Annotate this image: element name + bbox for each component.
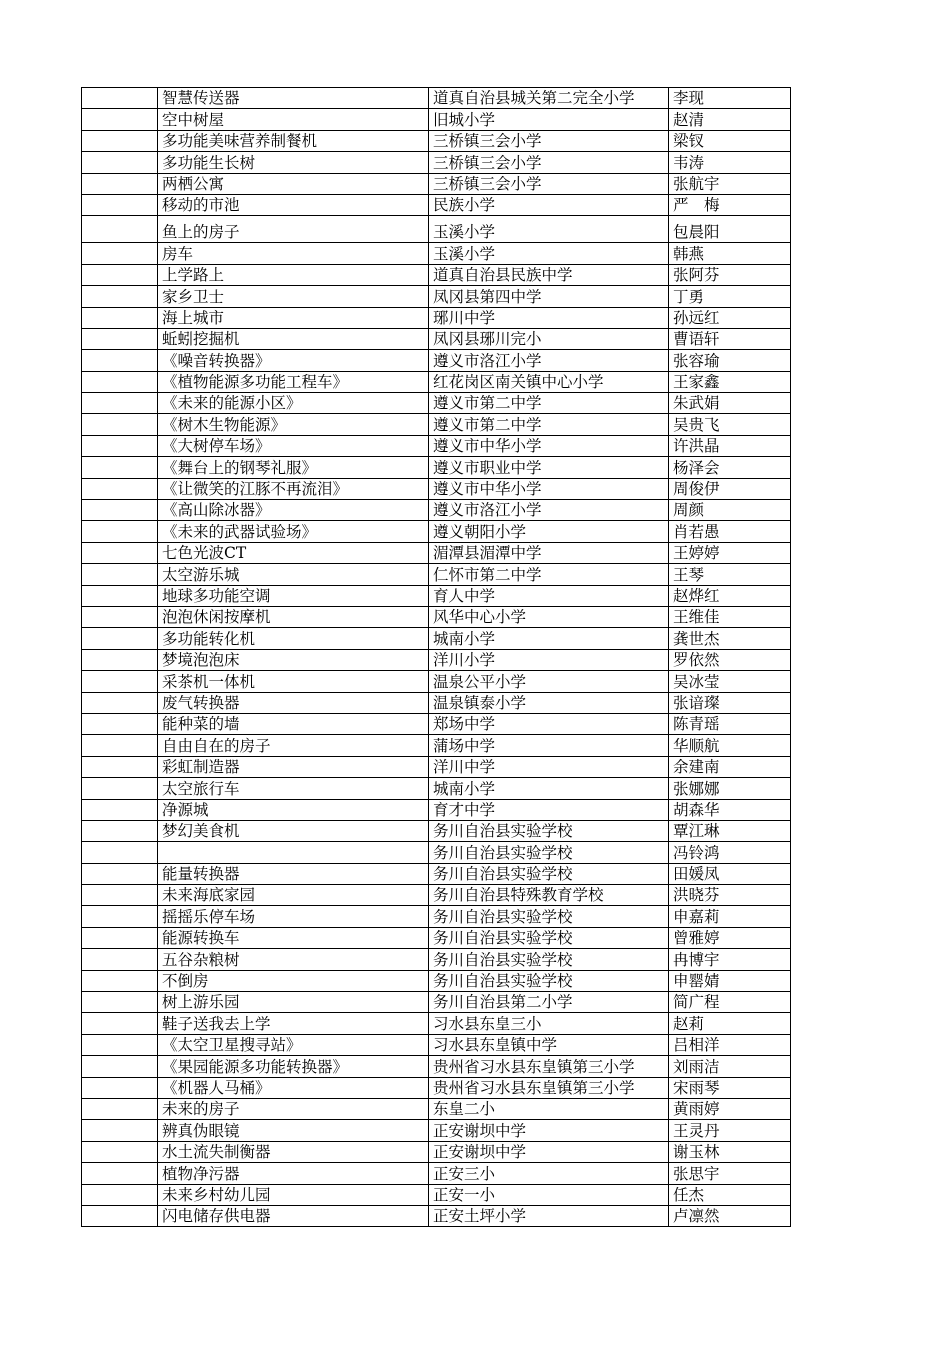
- author-name-cell: 黄雨婷: [669, 1098, 791, 1119]
- school-name-cell: 仁怀市第二中学: [429, 564, 669, 585]
- row-index-cell: [82, 264, 158, 285]
- author-name-cell: 余建南: [669, 756, 791, 777]
- school-name-cell: 习水县东皇三小: [429, 1013, 669, 1034]
- work-title-cell: 未来海底家园: [158, 885, 429, 906]
- author-name-cell: 冯铃鸿: [669, 842, 791, 863]
- school-name-cell: 城南小学: [429, 778, 669, 799]
- row-index-cell: [82, 863, 158, 884]
- author-name-cell: 卢凛然: [669, 1205, 791, 1226]
- school-name-cell: 三桥镇三会小学: [429, 130, 669, 151]
- author-name-cell: 张谙璨: [669, 692, 791, 713]
- work-title-cell: 不倒房: [158, 970, 429, 991]
- table-row: [82, 88, 791, 109]
- row-index-cell: [82, 1205, 158, 1226]
- table-row: [82, 606, 791, 627]
- author-name-cell: 周俊伊: [669, 478, 791, 499]
- author-name-cell: 王家鑫: [669, 371, 791, 392]
- school-name-cell: 务川自治县实验学校: [429, 842, 669, 863]
- author-name-cell: 张阿芬: [669, 264, 791, 285]
- author-name-cell: 肖若愚: [669, 521, 791, 542]
- author-name-cell: 申嘉莉: [669, 906, 791, 927]
- school-name-cell: 务川自治县实验学校: [429, 949, 669, 970]
- author-name-cell: 吴贵飞: [669, 414, 791, 435]
- table-row: [82, 585, 791, 606]
- work-title-cell: 七色光波CT: [158, 542, 429, 563]
- table-row: [82, 393, 791, 414]
- work-title-cell: 梦境泡泡床: [158, 649, 429, 670]
- work-title-cell: 两栖公寓: [158, 173, 429, 194]
- row-index-cell: [82, 1077, 158, 1098]
- table-row: [82, 173, 791, 194]
- work-title-cell: 地球多功能空调: [158, 585, 429, 606]
- row-index-cell: [82, 606, 158, 627]
- work-title-cell: 水土流失制衡器: [158, 1141, 429, 1162]
- author-name-cell: 田媛凤: [669, 863, 791, 884]
- row-index-cell: [82, 1163, 158, 1184]
- school-name-cell: 民族小学: [429, 194, 669, 215]
- table-row: [82, 1141, 791, 1162]
- work-title-cell: 能量转换器: [158, 863, 429, 884]
- table-row: [82, 1077, 791, 1098]
- table-row: [82, 521, 791, 542]
- school-name-cell: 务川自治县实验学校: [429, 970, 669, 991]
- work-title-cell: 《舞台上的钢琴礼服》: [158, 457, 429, 478]
- table-row: [82, 992, 791, 1013]
- work-title-cell: 采茶机一体机: [158, 671, 429, 692]
- row-index-cell: [82, 713, 158, 734]
- author-name-cell: 华顺航: [669, 735, 791, 756]
- school-name-cell: 正安一小: [429, 1184, 669, 1205]
- work-title-cell: 空中树屋: [158, 109, 429, 130]
- work-title-cell: 《树木生物能源》: [158, 414, 429, 435]
- work-title-cell: 《高山除冰器》: [158, 500, 429, 521]
- work-title-cell: 能种菜的墙: [158, 713, 429, 734]
- table-row: [82, 778, 791, 799]
- work-title-cell: 净源城: [158, 799, 429, 820]
- row-index-cell: [82, 173, 158, 194]
- row-index-cell: [82, 735, 158, 756]
- work-title-cell: 树上游乐园: [158, 992, 429, 1013]
- row-index-cell: [82, 649, 158, 670]
- author-name-cell: 王灵丹: [669, 1120, 791, 1141]
- school-name-cell: 玉溪小学: [429, 216, 669, 243]
- work-title-cell: 太空旅行车: [158, 778, 429, 799]
- table-row: [82, 286, 791, 307]
- work-title-cell: 未来的房子: [158, 1098, 429, 1119]
- school-name-cell: 城南小学: [429, 628, 669, 649]
- table-row: [82, 1013, 791, 1034]
- row-index-cell: [82, 393, 158, 414]
- author-name-cell: 张思宇: [669, 1163, 791, 1184]
- table-row: [82, 243, 791, 264]
- author-name-cell: 宋雨琴: [669, 1077, 791, 1098]
- school-name-cell: 东皇二小: [429, 1098, 669, 1119]
- table-row: [82, 542, 791, 563]
- author-name-cell: 包晨阳: [669, 216, 791, 243]
- work-title-cell: 海上城市: [158, 307, 429, 328]
- work-title-cell: 《机器人马桶》: [158, 1077, 429, 1098]
- school-name-cell: 道真自治县城关第二完全小学: [429, 88, 669, 109]
- author-name-cell: 吴冰莹: [669, 671, 791, 692]
- table-row: [82, 500, 791, 521]
- work-title-cell: 鱼上的房子: [158, 216, 429, 243]
- school-name-cell: 温泉镇泰小学: [429, 692, 669, 713]
- school-name-cell: 务川自治县实验学校: [429, 927, 669, 948]
- work-title-cell: 家乡卫士: [158, 286, 429, 307]
- author-name-cell: 张航宇: [669, 173, 791, 194]
- row-index-cell: [82, 585, 158, 606]
- row-index-cell: [82, 414, 158, 435]
- table-row: [82, 649, 791, 670]
- row-index-cell: [82, 130, 158, 151]
- work-title-cell: 泡泡休闲按摩机: [158, 606, 429, 627]
- work-title-cell: 植物净污器: [158, 1163, 429, 1184]
- table-row: [82, 328, 791, 349]
- work-title-cell: 多功能美味营养制餐机: [158, 130, 429, 151]
- table-row: [82, 927, 791, 948]
- row-index-cell: [82, 906, 158, 927]
- school-name-cell: 三桥镇三会小学: [429, 152, 669, 173]
- author-name-cell: 韦涛: [669, 152, 791, 173]
- author-name-cell: 赵清: [669, 109, 791, 130]
- author-name-cell: 赵莉: [669, 1013, 791, 1034]
- table-row: [82, 1184, 791, 1205]
- table-body: [82, 88, 791, 1227]
- row-index-cell: [82, 307, 158, 328]
- school-name-cell: 郑场中学: [429, 713, 669, 734]
- row-index-cell: [82, 88, 158, 109]
- work-title-cell: 梦幻美食机: [158, 820, 429, 841]
- table-row: [82, 152, 791, 173]
- row-index-cell: [82, 457, 158, 478]
- school-name-cell: 温泉公平小学: [429, 671, 669, 692]
- table-row: [82, 1120, 791, 1141]
- row-index-cell: [82, 842, 158, 863]
- row-index-cell: [82, 1141, 158, 1162]
- school-name-cell: 琊川中学: [429, 307, 669, 328]
- author-name-cell: 覃江琳: [669, 820, 791, 841]
- author-name-cell: 申罂婧: [669, 970, 791, 991]
- work-title-cell: 智慧传送器: [158, 88, 429, 109]
- school-name-cell: 遵义市中华小学: [429, 478, 669, 499]
- row-index-cell: [82, 820, 158, 841]
- work-title-cell: 《未来的能源小区》: [158, 393, 429, 414]
- school-name-cell: 正安土坪小学: [429, 1205, 669, 1226]
- row-index-cell: [82, 1120, 158, 1141]
- row-index-cell: [82, 152, 158, 173]
- school-name-cell: 正安谢坝中学: [429, 1141, 669, 1162]
- work-title-cell: 未来乡村幼儿园: [158, 1184, 429, 1205]
- school-name-cell: 道真自治县民族中学: [429, 264, 669, 285]
- table-row: [82, 109, 791, 130]
- school-name-cell: 育才中学: [429, 799, 669, 820]
- author-name-cell: 谢玉林: [669, 1141, 791, 1162]
- school-name-cell: 蒲场中学: [429, 735, 669, 756]
- author-name-cell: 胡森华: [669, 799, 791, 820]
- table-row: [82, 735, 791, 756]
- author-name-cell: 张娜娜: [669, 778, 791, 799]
- work-title-cell: 《果园能源多功能转换器》: [158, 1056, 429, 1077]
- row-index-cell: [82, 671, 158, 692]
- school-name-cell: 洋川中学: [429, 756, 669, 777]
- school-name-cell: 遵义市第二中学: [429, 393, 669, 414]
- work-title-cell: 上学路上: [158, 264, 429, 285]
- work-title-cell: 《让微笑的江豚不再流泪》: [158, 478, 429, 499]
- table-row: [82, 1163, 791, 1184]
- row-index-cell: [82, 692, 158, 713]
- author-name-cell: 李现: [669, 88, 791, 109]
- table-row: [82, 756, 791, 777]
- school-name-cell: 习水县东皇镇中学: [429, 1034, 669, 1055]
- row-index-cell: [82, 216, 158, 243]
- row-index-cell: [82, 542, 158, 563]
- school-name-cell: 红花岗区南关镇中心小学: [429, 371, 669, 392]
- table-row: [82, 350, 791, 371]
- work-title-cell: 移动的市池: [158, 194, 429, 215]
- school-name-cell: 凤冈县第四中学: [429, 286, 669, 307]
- table-row: [82, 478, 791, 499]
- work-title-cell: 闪电储存供电器: [158, 1205, 429, 1226]
- table-row: [82, 885, 791, 906]
- work-title-cell: 太空游乐城: [158, 564, 429, 585]
- author-name-cell: 张容瑜: [669, 350, 791, 371]
- work-title-cell: [158, 842, 429, 863]
- table-row: [82, 264, 791, 285]
- row-index-cell: [82, 286, 158, 307]
- school-name-cell: 正安谢坝中学: [429, 1120, 669, 1141]
- work-title-cell: 《大树停车场》: [158, 435, 429, 456]
- school-name-cell: 务川自治县第二小学: [429, 992, 669, 1013]
- work-title-cell: 彩虹制造器: [158, 756, 429, 777]
- school-name-cell: 玉溪小学: [429, 243, 669, 264]
- school-name-cell: 务川自治县实验学校: [429, 820, 669, 841]
- row-index-cell: [82, 521, 158, 542]
- row-index-cell: [82, 500, 158, 521]
- work-title-cell: 多功能转化机: [158, 628, 429, 649]
- work-title-cell: 自由自在的房子: [158, 735, 429, 756]
- work-title-cell: 《未来的武器试验场》: [158, 521, 429, 542]
- row-index-cell: [82, 1013, 158, 1034]
- table-row: [82, 713, 791, 734]
- author-name-cell: 王婷婷: [669, 542, 791, 563]
- school-name-cell: 遵义市洛江小学: [429, 500, 669, 521]
- table-row: [82, 863, 791, 884]
- author-name-cell: 刘雨洁: [669, 1056, 791, 1077]
- school-name-cell: 湄潭县湄潭中学: [429, 542, 669, 563]
- table-row: [82, 435, 791, 456]
- table-row: [82, 307, 791, 328]
- author-name-cell: 洪晓芬: [669, 885, 791, 906]
- table-row: [82, 457, 791, 478]
- row-index-cell: [82, 778, 158, 799]
- author-name-cell: 王琴: [669, 564, 791, 585]
- school-name-cell: 务川自治县实验学校: [429, 863, 669, 884]
- work-title-cell: 《噪音转换器》: [158, 350, 429, 371]
- author-name-cell: 曾雅婷: [669, 927, 791, 948]
- author-name-cell: 罗依然: [669, 649, 791, 670]
- school-name-cell: 育人中学: [429, 585, 669, 606]
- work-title-cell: 《太空卫星搜寻站》: [158, 1034, 429, 1055]
- author-name-cell: 韩燕: [669, 243, 791, 264]
- author-name-cell: 梁钗: [669, 130, 791, 151]
- row-index-cell: [82, 194, 158, 215]
- school-name-cell: 风华中心小学: [429, 606, 669, 627]
- school-name-cell: 旧城小学: [429, 109, 669, 130]
- author-name-cell: 王维佳: [669, 606, 791, 627]
- school-name-cell: 贵州省习水县东皇镇第三小学: [429, 1056, 669, 1077]
- table-row: [82, 842, 791, 863]
- work-title-cell: 蚯蚓挖掘机: [158, 328, 429, 349]
- author-name-cell: 赵烨红: [669, 585, 791, 606]
- table-row: [82, 671, 791, 692]
- table-row: [82, 194, 791, 215]
- school-name-cell: 凤冈县琊川完小: [429, 328, 669, 349]
- row-index-cell: [82, 1098, 158, 1119]
- row-index-cell: [82, 1034, 158, 1055]
- school-name-cell: 遵义朝阳小学: [429, 521, 669, 542]
- school-name-cell: 三桥镇三会小学: [429, 173, 669, 194]
- school-name-cell: 遵义市中华小学: [429, 435, 669, 456]
- work-title-cell: 鞋子送我去上学: [158, 1013, 429, 1034]
- row-index-cell: [82, 435, 158, 456]
- author-name-cell: 丁勇: [669, 286, 791, 307]
- row-index-cell: [82, 109, 158, 130]
- school-name-cell: 正安三小: [429, 1163, 669, 1184]
- row-index-cell: [82, 756, 158, 777]
- row-index-cell: [82, 350, 158, 371]
- author-name-cell: 吕相洋: [669, 1034, 791, 1055]
- table-row: [82, 949, 791, 970]
- row-index-cell: [82, 478, 158, 499]
- table-row: [82, 216, 791, 243]
- author-name-cell: 周颜: [669, 500, 791, 521]
- author-name-cell: 龚世杰: [669, 628, 791, 649]
- table-row: [82, 799, 791, 820]
- row-index-cell: [82, 564, 158, 585]
- work-title-cell: 摇摇乐停车场: [158, 906, 429, 927]
- school-name-cell: 贵州省习水县东皇镇第三小学: [429, 1077, 669, 1098]
- table-row: [82, 1205, 791, 1226]
- table-row: [82, 130, 791, 151]
- table-row: [82, 1098, 791, 1119]
- school-name-cell: 务川自治县特殊教育学校: [429, 885, 669, 906]
- author-name-cell: 任杰: [669, 1184, 791, 1205]
- row-index-cell: [82, 927, 158, 948]
- author-name-cell: 陈青瑶: [669, 713, 791, 734]
- table-row: [82, 628, 791, 649]
- work-title-cell: 辨真伪眼镜: [158, 1120, 429, 1141]
- row-index-cell: [82, 628, 158, 649]
- table-row: [82, 1056, 791, 1077]
- table-row: [82, 906, 791, 927]
- work-title-cell: 房车: [158, 243, 429, 264]
- row-index-cell: [82, 949, 158, 970]
- award-list-table: [81, 87, 791, 1227]
- author-name-cell: 杨泽会: [669, 457, 791, 478]
- row-index-cell: [82, 885, 158, 906]
- row-index-cell: [82, 992, 158, 1013]
- table-row: [82, 414, 791, 435]
- school-name-cell: 遵义市第二中学: [429, 414, 669, 435]
- table-row: [82, 371, 791, 392]
- row-index-cell: [82, 1056, 158, 1077]
- author-name-cell: 严 梅: [669, 194, 791, 215]
- table-row: [82, 1034, 791, 1055]
- table-row: [82, 970, 791, 991]
- work-title-cell: 《植物能源多功能工程车》: [158, 371, 429, 392]
- row-index-cell: [82, 970, 158, 991]
- row-index-cell: [82, 243, 158, 264]
- work-title-cell: 废气转换器: [158, 692, 429, 713]
- author-name-cell: 许洪晶: [669, 435, 791, 456]
- author-name-cell: 冉博宇: [669, 949, 791, 970]
- author-name-cell: 简广程: [669, 992, 791, 1013]
- row-index-cell: [82, 371, 158, 392]
- row-index-cell: [82, 1184, 158, 1205]
- author-name-cell: 曹语轩: [669, 328, 791, 349]
- row-index-cell: [82, 328, 158, 349]
- author-name-cell: 孙远红: [669, 307, 791, 328]
- work-title-cell: 多功能生长树: [158, 152, 429, 173]
- school-name-cell: 务川自治县实验学校: [429, 906, 669, 927]
- table-row: [82, 692, 791, 713]
- row-index-cell: [82, 799, 158, 820]
- work-title-cell: 能源转换车: [158, 927, 429, 948]
- school-name-cell: 洋川小学: [429, 649, 669, 670]
- school-name-cell: 遵义市职业中学: [429, 457, 669, 478]
- school-name-cell: 遵义市洛江小学: [429, 350, 669, 371]
- author-name-cell: 朱武娟: [669, 393, 791, 414]
- table-row: [82, 820, 791, 841]
- work-title-cell: 五谷杂粮树: [158, 949, 429, 970]
- table-row: [82, 564, 791, 585]
